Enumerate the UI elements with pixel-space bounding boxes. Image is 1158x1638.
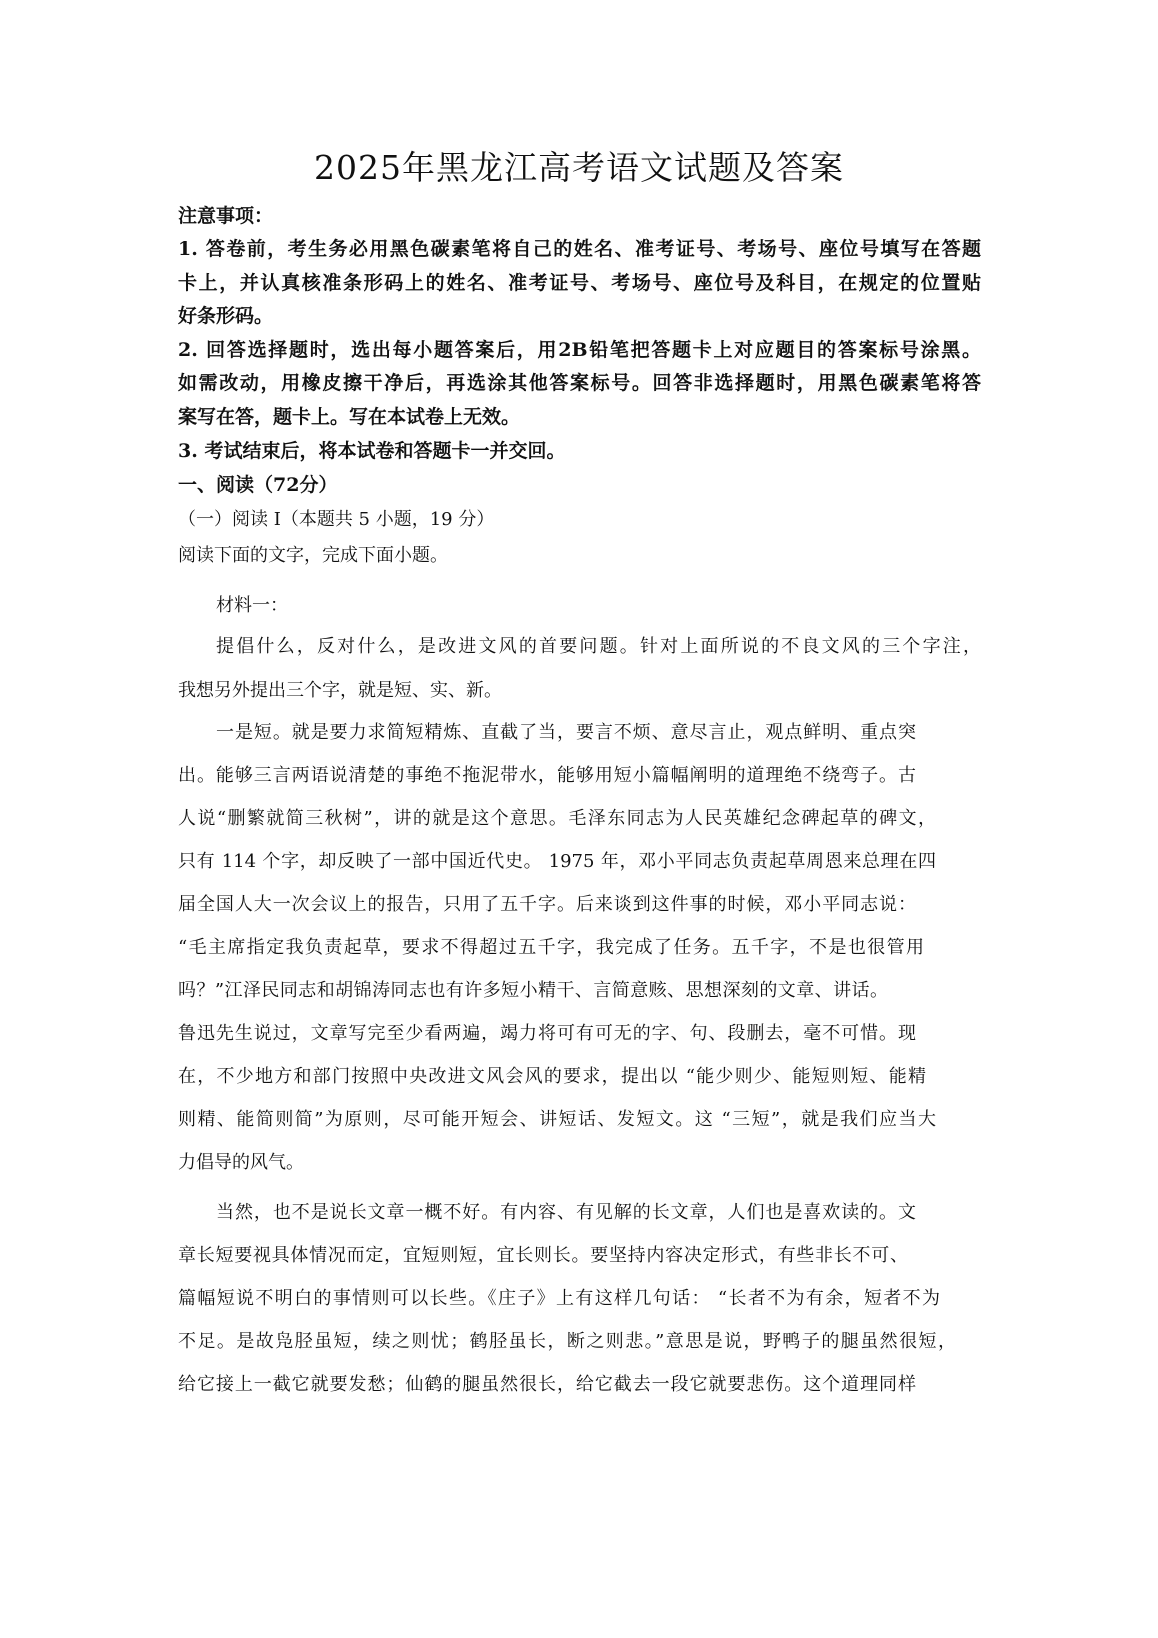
instruction-text: 阅读下面的文字，完成下面小题。 bbox=[178, 545, 448, 566]
body-line: “毛主席指定我负责起草，要求不得超过五千字，我完成了任务。五千字，不是也很管用 bbox=[178, 937, 924, 958]
body-line: 届全国人大一次会议上的报告，只用了五千字。后来谈到这件事的时候，邓小平同志说： bbox=[178, 894, 916, 915]
notice-line: 3. 考试结束后，将本试卷和答题卡一并交回。 bbox=[178, 440, 566, 462]
document-title: 2025年黑龙江高考语文试题及答案 bbox=[314, 148, 844, 187]
body-line: 提倡什么，反对什么，是改进文风的首要问题。针对上面所说的不良文风的三个字注， bbox=[216, 636, 981, 657]
body-line: 人说“删繁就简三秋树”，讲的就是这个意思。毛泽东同志为人民英雄纪念碑起草的碑文， bbox=[178, 808, 936, 829]
notice-line: 如需改动，用橡皮擦干净后，再选涂其他答案标号。回答非选择题时，用黑色碳素笔将答 bbox=[178, 372, 981, 394]
body-line: 章长短要视具体情况而定，宜短则短，宜长则长。要坚持内容决定形式，有些非长不可、 bbox=[178, 1245, 908, 1266]
body-line: 鲁迅先生说过，文章写完至少看两遍，竭力将可有可无的字、句、段删去，毫不可惜。现 bbox=[178, 1023, 916, 1044]
body-line: 在，不少地方和部门按照中央改进文风会风的要求，提出以 “能少则少、能短则短、能精 bbox=[178, 1066, 926, 1087]
notice-heading: 注意事项： bbox=[178, 205, 274, 227]
material-label: 材料一： bbox=[216, 595, 288, 616]
body-line: 吗？”江泽民同志和胡锦涛同志也有许多短小精干、言简意赅、思想深刻的文章、讲话。 bbox=[178, 980, 888, 1001]
body-line: 我想另外提出三个字，就是短、实、新。 bbox=[178, 680, 502, 701]
sub-section-heading: （一）阅读 I（本题共 5 小题，19 分） bbox=[178, 509, 495, 530]
body-line: 篇幅短说不明白的事情则可以长些。《庄子》上有这样几句话： “长者不为有余，短者不为 bbox=[178, 1288, 940, 1309]
body-line: 不足。是故凫胫虽短，续之则忧；鹤胫虽长，断之则悲。”意思是说，野鸭子的腿虽然很短， bbox=[178, 1331, 956, 1352]
section-heading: 一、阅读（72分） bbox=[178, 474, 338, 496]
body-line: 只有 114 个字，却反映了一部中国近代史。 1975 年，邓小平同志负责起草周恩来总理在四 bbox=[178, 851, 936, 872]
body-line: 出。能够三言两语说清楚的事绝不拖泥带水，能够用短小篇幅阐明的道理绝不绕弯子。古 bbox=[178, 765, 916, 786]
notice-line: 卡上，并认真核准条形码上的姓名、准考证号、考场号、座位号及科目，在规定的位置贴 bbox=[178, 272, 981, 294]
body-line: 给它接上一截它就要发愁；仙鹤的腿虽然很长，给它截去一段它就要悲伤。这个道理同样 bbox=[178, 1374, 916, 1395]
body-line: 力倡导的风气。 bbox=[178, 1152, 304, 1173]
body-line: 则精、能简则简”为原则，尽可能开短会、讲短话、发短文。这 “三短”，就是我们应当大 bbox=[178, 1109, 936, 1130]
notice-line: 案写在答，题卡上。写在本试卷上无效。 bbox=[178, 406, 521, 428]
body-line: 当然，也不是说长文章一概不好。有内容、有见解的长文章，人们也是喜欢读的。文 bbox=[216, 1202, 916, 1223]
notice-line: 好条形码。 bbox=[178, 305, 274, 327]
notice-line: 2. 回答选择题时，选出每小题答案后，用2B铅笔把答题卡上对应题目的答案标号涂黑。 bbox=[178, 339, 981, 361]
body-line: 一是短。就是要力求简短精炼、直截了当，要言不烦、意尽言止，观点鲜明、重点突 bbox=[216, 722, 916, 743]
notice-line: 1. 答卷前，考生务必用黑色碳素笔将自己的姓名、准考证号、考场号、座位号填写在答题 bbox=[178, 238, 981, 260]
